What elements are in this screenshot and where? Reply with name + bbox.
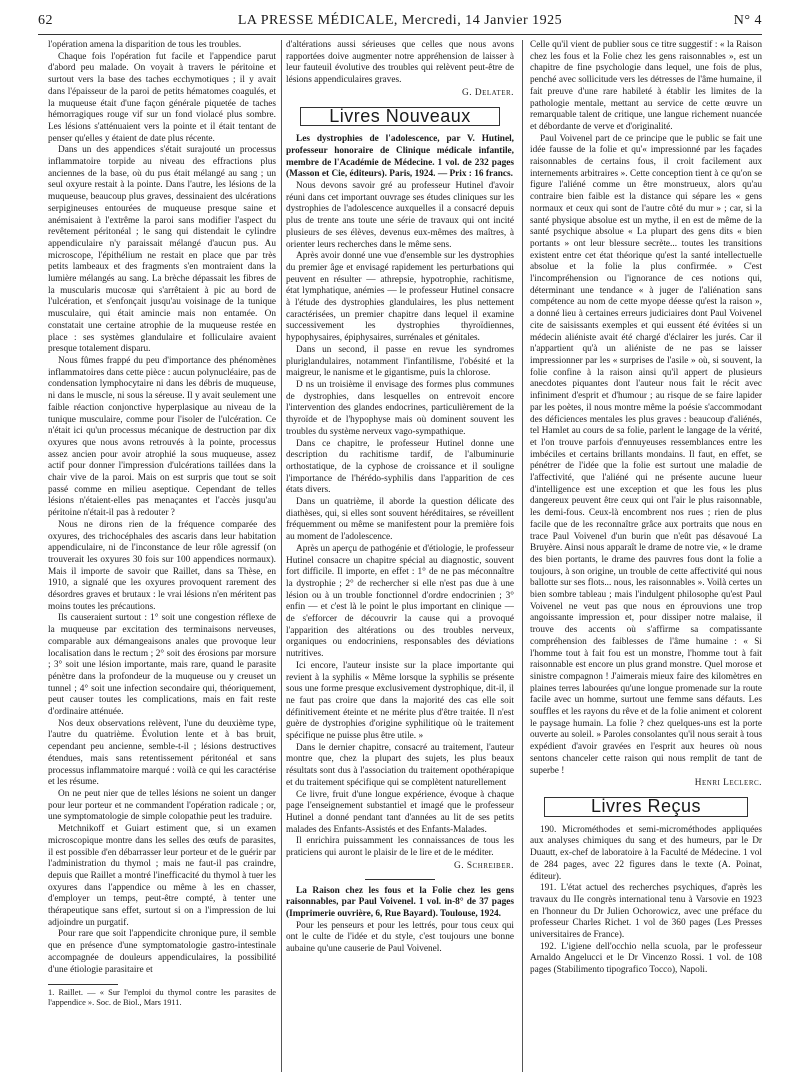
paragraph: Dans un des appendices s'était surajouté un processus inflammatoire torpide au niveau des effractions plus anciennes de la base, où du pus était mélangé au sang ; un seul oxyure restait à la pointe. Dans l'autre, les lésions de la muqueuse, beaucoup plus graves, dessinaient des ulcérations serpigineuses entourées de muqueuse presque saine et anémisaient à l'extrême la paroi sans modifier l'aspect du revêtement péritonéal ; le sang qui distendait le cylindre appendiculaire n'y paraissait mélangé d'aucun pus. Au microscope, l'épithélium ne restait en place que par très petits lambeaux et des fragments s'en montraient dans la lumière mélangés au sang. La brèche dépassait les fibres de la muscularis mucosæ qui s'arrêtaient à pic au bord de l'ulcération, et s'enfonçait jusqu'au voisinage de la tunique musculaire, qui était amincie mais non entamée. On constatait une certaine atrophie de la muqueuse restée en place : ses systèmes glandulaire et folliculaire avaient presque totalement disparu. bbox=[48, 145, 276, 355]
paragraph: Il enrichira puissamment les connaissances de tous les praticiens qui auront le plaisir de le lire et de le méditer. bbox=[286, 836, 514, 859]
paragraph: Celle qu'il vient de publier sous ce titre suggestif : « la Raison chez les fous et la Folie chez les gens raisonnables », est un chapitre de fine psychologie dans lequel, une fois de plus, penché avec sollicitude vers les détresses de l'âme humaine, il fait preuve d'une rare habileté à établir les limites de la pathologie mentale, mettant au service de cette œuvre un remarquable talent de critique, une langue richement nuancée et débordante de verve et d'originalité. bbox=[530, 40, 762, 132]
section-title-livres-nouveaux: Livres Nouveaux bbox=[300, 107, 500, 127]
paragraph: Chaque fois l'opération fut facile et l'appendice parut d'abord peu malade. On voyait à travers le péritoine et surtout vers la base des taches ecchymotiques ; il y avait dans l'épaisseur de la paroi de petits hématomes coagulés, et la muqueuse était d'une façon générale piquetée de taches hémorragiques rouge vif sur un fond violacé plus sombre. Les lésions s'atténuaient vers la pointe et il était tentant de penser qu'elles y étaient de date plus récente. bbox=[48, 51, 276, 144]
paragraph: On ne peut nier que de telles lésions ne soient un danger pour leur porteur et ne commandent l'opération radicale ; or, une symptomatologie de simple colopathie peut les traduire. bbox=[48, 789, 276, 823]
paragraph: l'opération amena la disparition de tous les troubles. bbox=[48, 40, 242, 50]
paragraph: Ils causeraient surtout : 1° soit une congestion réflexe de la muqueuse par excitation des terminaisons nerveuses, comparable aux démangeaisons anales que provoque leur localisation dans le rectum ; 2° soit des érosions par morsure ; 3° soit une lésion importante, mais rare, quand le parasite pénètre dans la profondeur de la muqueuse ou y creuset un tunnel ; 4° soit une infection secondaire qui, théoriquement, peut causer toutes les complications, mais en fait reste d'ordinaire atténuée. bbox=[48, 613, 276, 718]
received-book-entry: 192. L'igiene dell'occhio nella scuola, par le professeur Arnaldo Angelucci et le Dr Vincenzo Rossi. 1 vol. de 108 pages (Stabilimento tipografico Tocco), Napoli. bbox=[530, 941, 762, 976]
paragraph: Metchnikoff et Guiart estiment que, si un examen microscopique montre dans les selles des œufs de parasites, il est possible d'en débarrasser leur porteur et de le guérir par l'administration du thymol ; mais ne faut-il pas craindre, depuis que Raillet a montré l'inefficacité du thymol à tuer les oxyures dans l'appendice ou même à les en chasser, d'employer un temps, peut-être compté, à tenter une thérapeutique sans effet, surtout si on a l'impression de lui adjoindre un purgatif. bbox=[48, 824, 276, 928]
author-signature: G. Schreiber. bbox=[454, 860, 514, 871]
page-header bbox=[38, 8, 762, 35]
paragraph: Pour les penseurs et pour les lettrés, pour tous ceux qui ont le culte de l'idée et du style, c'est toujours une bonne aubaine qu'une causerie de Paul Voivenel. bbox=[286, 920, 514, 955]
column-middle bbox=[286, 40, 514, 1080]
paragraph: Nous ne dirons rien de la fréquence comparée des oxyures, des trichocéphales des ascaris dans leur habitation appendiculaire, ni de l'inconstance de leur rôle agressif (on trouverait les oxyures 30 fois sur 100 appendices normaux). Mais il importe de savoir que Raillet, dans sa Thèse, en 1910, a signalé que les oxyures provoquent rarement des désordres graves et brutaux : le vrai lésions n'en méritent pas moins toutes les précautions. bbox=[48, 519, 276, 612]
paragraph: Ici encore, l'auteur insiste sur la place importante qui revient à la syphilis « Même lorsque la syphilis se présente sous une forme presque exclusivement dystrophique, dit-il, il ne faut pas croire que dans la majorité des cas elle soit définitivement éteinte et ne mérite plus d'être traitée. Il n'est guère de dystrophies d'origine syphilitique où le traitement spécifique ne puisse plus être utile. » bbox=[286, 660, 514, 742]
column-left bbox=[48, 40, 276, 1080]
paragraph: Pour rare que soit l'appendicite chronique pure, il semble que en présence d'une symptomatologie gastro-intestinale accompagnée de douleurs appendiculaires, la possibilité d'une étiologie parasitaire et bbox=[48, 929, 276, 975]
footnote: 1. Raillet. — « Sur l'emploi du thymol contre les parasites de l'appendice ». Soc. de Biol., Mars 1911. bbox=[48, 988, 276, 1008]
footnote-rule bbox=[48, 984, 118, 985]
paragraph: Dans ce chapitre, le professeur Hutinel donne une description du rachitisme tardif, de l'albuminurie orthostatique, de la cyphose de croissance et il souligne l'importance de l'hérédo-syphilis dans l'apparition de ces états divers. bbox=[286, 438, 514, 496]
paragraph: Dans le dernier chapitre, consacré au traitement, l'auteur montre que, chez la plupart des sujets, les plus beaux résultats sont dus à l'association du traitement opothérapique et du traitement spécifique qui se complètent naturellement bbox=[286, 742, 514, 788]
paragraph: D ns un troisième il envisage des formes plus communes de dystrophies, dans lesquelles on entrevoit encore l'intervention des glandes endocrines, particulièrement de la thyroïde et de l'hypophyse mais où dominent souvent les troubles du système nerveux vago-sympathique. bbox=[286, 379, 514, 437]
section-title-livres-recus: Livres Reçus bbox=[544, 797, 748, 817]
book-citation: La Raison chez les fous et la Folie chez les gens raisonnables, par Paul Voivenel. 1 vol. in-8° de 37 pages (Imprimerie ouvrière, 6, Rue Bayard). Toulouse, 1924. bbox=[286, 885, 514, 919]
paragraph: Dans un second, il passe en revue les syndromes pluriglandulaires, notamment l'infantilisme, l'obésité et la maigreur, le nanisme et le gigantisme, puis la chlorose. bbox=[286, 344, 514, 379]
paragraph: Nous fûmes frappé du peu d'importance des phénomènes inflammatoires dans cette pièce : aucun polynucléaire, pas de condensation lymphocytaire ni dans les débris de muqueuse, ni dans le muscle, ni sous la séreuse. Il y avait seulement une faible réaction conjonctive hyperplasique au niveau de la tunique musculaire, comme pour l'isoler de l'ulcération. Ce n'était ici qu'un processus mécanique de destruction par dix oxyures que nous avons retrouvés à la pointe, processus assez ancien pour avoir atrophié la sous muqueuse, assez actif pour donner l'impression d'ulcérations taillées dans la chair vive de la paroi. Mais on est surpris que tout se soit passé comme en milieu aseptique. Cependant de telles lésions n'étaient-elles pas menaçantes et l'accès jusqu'au péritoine n'était-il pas à redouter ? bbox=[48, 355, 276, 519]
author-signature: G. Delater. bbox=[462, 87, 514, 98]
paragraph: d'altérations aussi sérieuses que celles que nous avons rapportées doive augmenter notre appréhension de laisser à leur fauteuil évolutive des troubles qui relèvent peut-être de lésions appendiculaires graves. bbox=[286, 40, 514, 86]
paragraph: Ce livre, fruit d'une longue expérience, évoque à chaque page l'enseignement substantiel et imagé que le professeur Hutinel a donné pendant tant d'années au lit de ses petits malades des Enfants-Assistés et des Enfants-Malades. bbox=[286, 789, 514, 835]
column-divider bbox=[281, 40, 282, 1072]
journal-title: LA PRESSE MÉDICALE, Mercredi, 14 Janvier 1925 bbox=[237, 13, 563, 28]
issue-number: N° 4 bbox=[733, 13, 762, 28]
author-signature: Henri Leclerc. bbox=[694, 778, 762, 789]
paragraph: Nous devons savoir gré au professeur Hutinel d'avoir réuni dans cet important ouvrage ses études cliniques sur les dystrophies de l'adolescence auxquelles il a consacré depuis plus de trente ans toute une série de travaux qui ont incité plusieurs de ses élèves, devenus eux-mêmes des maîtres, à orienter leurs recherches dans le même sens. bbox=[286, 181, 514, 250]
separator-rule bbox=[365, 879, 435, 880]
paragraph: Après un aperçu de pathogénie et d'étiologie, le professeur Hutinel consacre un chapitre spécial au diagnostic, souvent fort difficile. Il importe, en effet : 1° de ne pas méconnaître la dystrophie ; 2° de rechercher si elle n'est pas due à une lésion ou à un trouble fonctionnel d'ordre endocrinien ; 3° enfin — et c'est là le point le plus important en clinique — de s'efforcer de découvrir la cause qui a provoqué l'apparition des altérations ou des troubles nerveux, organiques ou endocriniens, responsables des déviations nutritives. bbox=[286, 543, 514, 660]
paragraph: Paul Voivenel part de ce principe que le public se fait une idée fausse de la folie et qu'« impressionné par les façades raisonnables de certains fous, il croit facilement aux internements arbitraires ». Cette conception tient à ce qu'on se figure l'aliéné comme un être monstrueux, alors qu'au contraire bien faible est la distance qui sépare les « gens normaux et ceux qui sont de l'autre côté du mur » ; car, si la santé physique absolue est un mythe, il en est de même de la santé psychique absolue « La plupart des gens dits « bien portants » ont leur blessure secrète... toutes les transitions existent entre cet état théorique qu'est la santé intellectuelle absolue et la folie la plus confirmée. » C'est l'incompréhension ou l'ignorance de ces notions qui, déterminant une tendance « à juger de l'aliénation sans compétence au nom de cette myope déesse qu'est la raison », a donné lieu à certaines erreurs judiciaires dont Paul Voivenel cite de saisissants exemples et qui eussent été évitées si un médecin aliéniste avait été chargé d'éclairer les jurés. Car il n'appartient qu'à un aliéniste de ne pas se laisser impressionner par les « surprises de l'asile » où, si souvent, la folie confine à la raison ainsi qu'il appert de plusieurs anecdotes piquantes dont l'auteur nous fait le récit avec infiniment d'esprit et d'humour ; au risque de se faire lapider par les poètes, il nous montre même la poésie s'accommodant des déficiences mentales les plus graves : beaucoup d'aliénés, tel Hamlet au cours de sa folie, parlent le langage de la vérité, et l'on trouve parfois d'ennuyeuses ressemblances entre les imbéciles et certains brillants mondains. Il faut, en effet, se pénétrer de l'idée que la folie est surtout une maladie de l'affectivité, que l'aliéné qui ne présente aucune lueur d'intelligence est une exception et que les fous les plus dangereux peuvent être ceux qui ont l'air le plus raisonnable, les demi-fous. Ceux-là encombrent nos rues ; rien de plus facile que de les reconnaître grâce aux portraits que nous en trace Paul Voivenel d'un burin que n'eût pas désavoué La Bruyère. Ainsi nous apparaît le drame de notre vie, « le drame des bien portants, le drame des pauvres fous dont la folie a toujours, à son origine, un trouble de cette affectivité qui nous ballotte sur ses flots... nous, les raisonnables ». Voilà certes un bien sombre tableau ; mais l'indulgent philosophe qu'est Paul Voivenel ne veut pas que nous en éprouvions une trop angoissante impression et, pour dissiper notre malaise, il trouve des accents où s'affirme sa compatissante compréhension des faiblesses de l'âme humaine : « Si l'homme tout à fait fou est un monstre, l'homme tout à fait raisonnable est encore un plus grand monstre. Quel morose et sinistre compagnon ! J'aimerais mieux faire des kilomètres en plaines terres labourées qu'une longue promenade sur la route facile avec un homme, surtout une femme sans défauts. Les souffles et les rayons du rêve et de la folie animent et colorent le paysage humain. La folie ? chez quelques-uns est la porte ouverte au soleil. » Paroles consolantes qu'il nous serait à tous expédient d'avoir gravées en l'esprit aux heures où nous sentons chanceler cette raison qui nous remplit de tant de superbe ! bbox=[530, 133, 762, 776]
paragraph: Nos deux observations relèvent, l'une du deuxième type, l'autre du quatrième. Évolution lente et à bas bruit, cependant peu ancienne, semble-t-il ; lésions destructives étendues, mais sans retentissement péritonéal et sans processus inflammatoire marqué : voilà ce qui les caractérise et les résume. bbox=[48, 718, 276, 788]
paragraph: Après avoir donné une vue d'ensemble sur les dystrophies du premier âge et envisagé rapidement les perturbations qui peuvent en résulter — athrepsie, hypotrophie, rachitisme, état lymphatique, anémies — le professeur Hutinel consacre à l'étude des dystrophies glandulaires, les plus nettement caractérisées, un premier chapitre dans lequel il examine successivement les dystrophies thyroïdiennes, hypophysaires, épiphysaires, surrénales et génitales. bbox=[286, 251, 514, 344]
received-book-entry: 190. Microméthodes et semi-microméthodes appliquées aux analyses chimiques du sang et des humeurs, par le Dr Duautt, ex-chef de laboratoire à la Faculté de Médecine. 1 vol de 284 pages, avec 22 figures dans le texte (A. Poinat, éditeur). bbox=[530, 824, 762, 882]
column-divider bbox=[522, 40, 523, 1072]
page-number: 62 bbox=[38, 13, 53, 28]
column-right bbox=[530, 40, 762, 1080]
received-book-entry: 191. L'état actuel des recherches psychiques, d'après les travaux du IIe congrès international tenu à Varsovie en 1923 en l'honneur du Dr Julien Ochorowicz, avec une préface du professeur Charles Richet. 1 vol de 360 pages (Les Presses universitaires de France). bbox=[530, 883, 762, 941]
paragraph: Dans un quatrième, il aborde la question délicate des diathèses, qui, si elles sont souvent héréditaires, se réveillent fréquemment ou même se manifestent pour la première fois au moment de l'adolescence. bbox=[286, 497, 514, 543]
book-citation: Les dystrophies de l'adolescence, par V. Hutinel, professeur honoraire de Clinique médicale infantile, membre de l'Académie de Médecine. 1 vol. de 232 pages (Masson et Cie, éditeurs). Paris, 1924. — Prix : 16 francs. bbox=[286, 134, 514, 180]
